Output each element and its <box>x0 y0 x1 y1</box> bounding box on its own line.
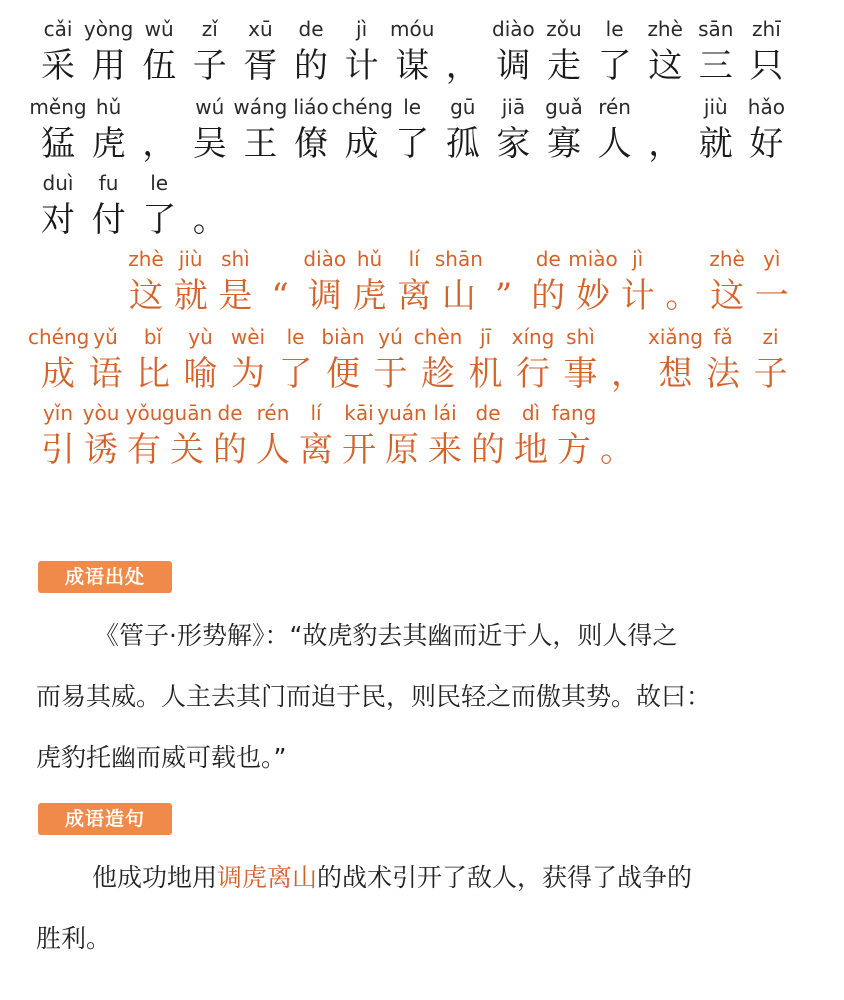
hanzi: ” <box>494 276 513 316</box>
pinyin: chéng <box>28 325 90 349</box>
ruby-cell <box>180 168 240 242</box>
hanzi: 只 <box>749 46 784 86</box>
hanzi: 了 <box>142 200 177 240</box>
pinyin: wú <box>195 95 225 119</box>
pinyin: zhè <box>709 247 745 271</box>
story-line <box>0 92 844 172</box>
hanzi: 离 <box>397 276 432 316</box>
hanzi: 三 <box>698 46 733 86</box>
hanzi: ， <box>611 354 645 394</box>
hanzi: 子 <box>192 46 227 86</box>
pinyin: zhè <box>128 247 164 271</box>
hanzi: 事 <box>563 354 598 394</box>
hanzi: 语 <box>88 354 123 394</box>
hanzi: 对 <box>41 200 75 240</box>
hanzi: 了 <box>395 124 430 164</box>
pinyin: liáo <box>293 95 329 119</box>
ruby-cell <box>742 244 802 318</box>
example-text: 的战术引开了敌人，获得了战争的 <box>317 863 693 892</box>
pinyin: le <box>403 95 422 119</box>
pinyin: hǔ <box>95 95 122 119</box>
pinyin: zi <box>762 325 779 349</box>
hanzi: 有 <box>127 430 161 470</box>
hanzi: 原 <box>385 430 419 470</box>
hanzi: 成 <box>344 124 379 164</box>
hanzi: 是 <box>218 276 253 316</box>
hanzi: 关 <box>170 430 204 470</box>
pinyin: yǒu <box>125 401 163 425</box>
example-line: 胜利。 <box>36 924 112 953</box>
hanzi: 地 <box>514 430 548 470</box>
pinyin: diào <box>492 17 535 41</box>
pinyin: móu <box>389 17 435 41</box>
hanzi: 引 <box>41 430 75 470</box>
hanzi: 想 <box>658 354 693 394</box>
hanzi: 虎 <box>352 276 387 316</box>
hanzi: 离 <box>299 430 333 470</box>
hanzi: 方 <box>557 430 591 470</box>
hanzi: 山 <box>441 276 476 316</box>
pinyin: shì <box>221 247 250 271</box>
story-line <box>0 168 844 248</box>
pinyin: wǔ <box>144 17 174 41</box>
pinyin: le <box>605 17 624 41</box>
hanzi: 妙 <box>576 276 610 316</box>
pinyin: zǒu <box>546 17 582 41</box>
hanzi: 人 <box>597 124 632 164</box>
pinyin: fang <box>551 401 597 425</box>
pinyin: sān <box>698 17 734 41</box>
hanzi: ， <box>445 46 480 86</box>
pinyin: hǎo <box>747 95 785 119</box>
hanzi: 便 <box>326 354 360 394</box>
pinyin: le <box>286 325 305 349</box>
pinyin: jiù <box>703 95 728 119</box>
pinyin: rén <box>598 95 631 119</box>
pinyin: yú <box>378 325 403 349</box>
hanzi: 机 <box>468 354 503 394</box>
pinyin: jī <box>479 325 492 349</box>
hanzi: 家 <box>496 124 531 164</box>
hanzi: 趁 <box>421 354 455 394</box>
hanzi: 就 <box>698 124 733 164</box>
pinyin: lái <box>433 401 457 425</box>
hanzi: 采 <box>41 46 75 86</box>
hanzi: 孤 <box>445 124 480 164</box>
origin-line: 而易其威。人主去其门而迫于民，则民轻之而傲其势。故曰： <box>36 682 712 711</box>
hanzi: 这 <box>648 46 683 86</box>
story-line <box>0 398 844 478</box>
pinyin: jiù <box>178 247 203 271</box>
hanzi: 子 <box>753 354 788 394</box>
pinyin: hǔ <box>356 247 383 271</box>
hanzi: 为 <box>231 354 265 394</box>
pinyin: bǐ <box>143 325 163 349</box>
hanzi: 寡 <box>547 124 581 164</box>
hanzi: 调 <box>307 276 342 316</box>
pinyin: fǎ <box>713 325 733 349</box>
hanzi: 用 <box>91 46 126 86</box>
hanzi: 的 <box>213 430 247 470</box>
pinyin: guān <box>161 401 213 425</box>
hanzi: 调 <box>496 46 531 86</box>
story-line <box>0 14 844 94</box>
example-label: 成语造句 <box>38 803 172 835</box>
hanzi: 这 <box>710 276 745 316</box>
hanzi: 来 <box>428 430 462 470</box>
pinyin: jì <box>632 247 644 271</box>
hanzi: 于 <box>373 354 408 394</box>
hanzi: 这 <box>129 276 163 316</box>
pinyin: měng <box>29 95 87 119</box>
hanzi: 胥 <box>243 46 278 86</box>
hanzi: 了 <box>597 46 632 86</box>
pinyin: de <box>535 247 561 271</box>
pinyin: shì <box>566 325 595 349</box>
pinyin: guǎ <box>545 95 583 119</box>
hanzi: 。 <box>192 200 227 240</box>
pinyin: zǐ <box>201 17 218 41</box>
pinyin: miào <box>568 247 618 271</box>
hanzi: 王 <box>243 124 278 164</box>
hanzi: 比 <box>136 354 170 394</box>
hanzi: 猛 <box>41 124 75 164</box>
pinyin: yòng <box>83 17 134 41</box>
pinyin: jì <box>356 17 368 41</box>
pinyin: xíng <box>511 325 555 349</box>
pinyin: de <box>217 401 243 425</box>
ruby-cell <box>736 14 796 88</box>
hanzi: 成 <box>41 354 75 394</box>
pinyin: fu <box>98 171 119 195</box>
pinyin <box>180 168 240 198</box>
hanzi: 行 <box>516 354 550 394</box>
pinyin: biàn <box>321 325 365 349</box>
origin-line: 《管子·形势解》：“故虎豹去其幽而近于人，则人得之 <box>94 621 678 650</box>
hanzi: 好 <box>749 124 784 164</box>
hanzi: 。 <box>665 276 700 316</box>
pinyin: yù <box>188 325 213 349</box>
hanzi: 法 <box>706 354 740 394</box>
idiom-highlight: 调虎离山 <box>217 863 318 892</box>
pinyin: diào <box>303 247 347 271</box>
pinyin <box>587 398 647 428</box>
hanzi: 计 <box>620 276 655 316</box>
hanzi: 伍 <box>142 46 177 86</box>
hanzi: “ <box>271 276 289 316</box>
pinyin: chéng <box>331 95 393 119</box>
pinyin: yǔ <box>93 325 118 349</box>
pinyin: le <box>150 171 169 195</box>
pinyin: xū <box>248 17 273 41</box>
hanzi: 了 <box>278 354 313 394</box>
pinyin: zhè <box>647 17 683 41</box>
pinyin: kāi <box>344 401 374 425</box>
hanzi: 虎 <box>91 124 126 164</box>
pinyin: zhī <box>752 17 781 41</box>
story-line <box>0 244 844 324</box>
hanzi: ， <box>648 124 683 164</box>
hanzi: 谋 <box>395 46 430 86</box>
pinyin: jiā <box>501 95 526 119</box>
pinyin: rén <box>256 401 290 425</box>
origin-line: 虎豹托幽而威可载也。” <box>36 743 287 772</box>
hanzi: ， <box>142 124 177 164</box>
pinyin: wáng <box>233 95 288 119</box>
pinyin: chèn <box>413 325 463 349</box>
hanzi: 僚 <box>294 124 328 164</box>
hanzi: 付 <box>91 200 126 240</box>
pinyin: de <box>475 401 501 425</box>
pinyin: shān <box>434 247 483 271</box>
hanzi: 吴 <box>192 124 227 164</box>
pinyin: wèi <box>230 325 266 349</box>
pinyin: lí <box>408 247 420 271</box>
pinyin: yuán <box>377 401 427 425</box>
ruby-cell <box>736 92 796 166</box>
ruby-cell <box>741 322 801 396</box>
hanzi: 计 <box>344 46 379 86</box>
hanzi: 诱 <box>84 430 118 470</box>
origin-label: 成语出处 <box>38 561 172 593</box>
hanzi: 开 <box>342 430 376 470</box>
story-section <box>0 0 844 480</box>
hanzi: 的 <box>294 46 328 86</box>
hanzi: 人 <box>256 430 290 470</box>
pinyin: yǐn <box>42 401 74 425</box>
ruby-cell <box>587 398 647 472</box>
pinyin: lí <box>310 401 322 425</box>
pinyin: dì <box>521 401 541 425</box>
hanzi: 就 <box>173 276 208 316</box>
pinyin: yì <box>763 247 781 271</box>
pinyin: duì <box>42 171 74 195</box>
hanzi: 。 <box>600 430 634 470</box>
hanzi: 喻 <box>183 354 218 394</box>
story-line <box>0 322 844 402</box>
hanzi: 一 <box>754 276 789 316</box>
pinyin: de <box>298 17 324 41</box>
pinyin: yòu <box>82 401 120 425</box>
example-line <box>92 858 692 894</box>
pinyin: xiǎng <box>647 325 704 349</box>
hanzi: 的 <box>531 276 566 316</box>
pinyin: gū <box>450 95 476 119</box>
hanzi: 走 <box>547 46 581 86</box>
hanzi: 的 <box>471 430 505 470</box>
pinyin: cǎi <box>43 17 73 41</box>
example-text: 他成功地用 <box>92 863 218 892</box>
